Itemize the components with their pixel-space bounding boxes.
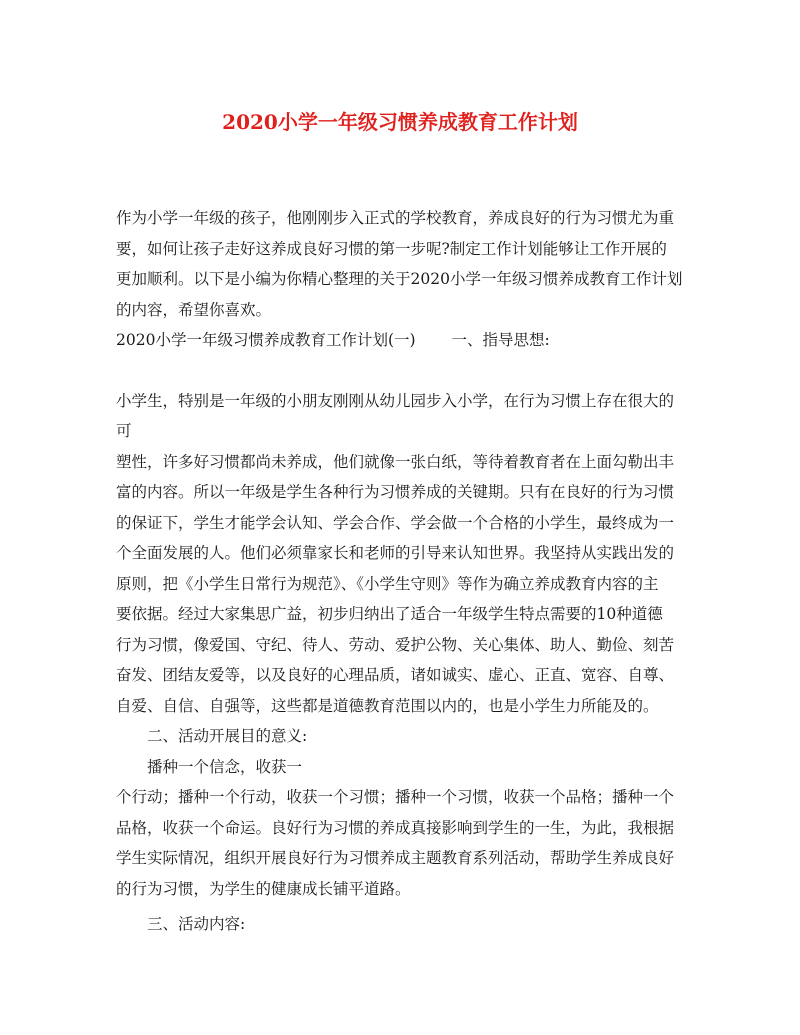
section-heading-2: 二、活动开展目的意义: bbox=[147, 727, 308, 745]
paragraph-line: 自爱、自信、自强等，这些都是道德教育范围以内的，也是小学生力所能及的。 bbox=[116, 696, 659, 715]
paragraph-line: 的行为习惯，为学生的健康成长铺平道路。 bbox=[116, 879, 411, 898]
document-body bbox=[116, 203, 686, 940]
paragraph-line: 小学生，特别是一年级的小朋友刚刚从幼儿园步入小学，在行为习惯上存在很大的 bbox=[116, 391, 675, 410]
paragraph-line: 作为小学一年级的孩子，他刚刚步入正式的学校教育，养成良好的行为习惯尤为重 bbox=[116, 209, 675, 227]
paragraph-line: 原则，把《小学生日常行为规范》、《小学生守则》等作为确立养成教育内容的主 bbox=[116, 574, 659, 593]
paragraph-line: 品格，收获一个命运。良好行为习惯的养成真接影响到学生的一生，为此，我根据 bbox=[116, 818, 675, 837]
paragraph-line: 行为习惯，像爱国、守纪、待人、劳动、爱护公物、关心集体、助人、勤俭、刻苦 bbox=[116, 635, 675, 654]
plan-subtitle: 2020小学一年级习惯养成教育工作计划(一) bbox=[116, 331, 416, 349]
paragraph-line: 学生实际情况，组织开展良好行为习惯养成主题教育系列活动，帮助学生养成良好 bbox=[116, 849, 675, 867]
section-subtitle-line bbox=[116, 325, 686, 356]
paragraph-line: 可 bbox=[116, 422, 132, 440]
paragraph-line: 要依据。经过大家集思广益，初步归纳出了适合一年级学生特点需要的10种道德 bbox=[116, 605, 663, 623]
paragraph-line: 个全面发展的人。他们必须靠家长和老师的引导来认知世界。我坚持从实践出发的 bbox=[116, 544, 675, 562]
paragraph-line: 奋发、团结友爱等，以及良好的心理品质，诸如诚实、虚心、正直、宽容、自尊、 bbox=[116, 666, 675, 684]
section-heading-1: 一、指导思想: bbox=[451, 331, 550, 349]
paragraph-line: 塑性，许多好习惯都尚未养成，他们就像一张白纸，等待着教育者在上面勾勒出丰 bbox=[116, 452, 675, 471]
paragraph-line: 的保证下，学生才能学会认知、学会合作、学会做一个合格的小学生，最终成为一 bbox=[116, 513, 675, 532]
section-heading-3: 三、活动内容: bbox=[147, 915, 246, 933]
blank-line bbox=[116, 356, 686, 386]
paragraph-line: 富的内容。所以一年级是学生各种行为习惯养成的关键期。只有在良好的行为习惯 bbox=[116, 483, 675, 501]
paragraph-line: 个行动；播种一个行动，收获一个习惯；播种一个习惯，收获一个品格；播种一个 bbox=[116, 788, 675, 806]
paragraph-line: 的内容，希望你喜欢。 bbox=[116, 300, 272, 319]
paragraph-line: 更加顺利。以下是小编为你精心整理的关于2020小学一年级习惯养成教育工作计划 bbox=[116, 270, 683, 288]
document-title: 2020小学一年级习惯养成教育工作计划 bbox=[222, 110, 578, 134]
paragraph-line: 要，如何让孩子走好这养成良好习惯的第一步呢?制定工作计划能够让工作开展的 bbox=[116, 239, 667, 258]
section-heading-2-sub: 播种一个信念，收获一 bbox=[147, 757, 303, 776]
